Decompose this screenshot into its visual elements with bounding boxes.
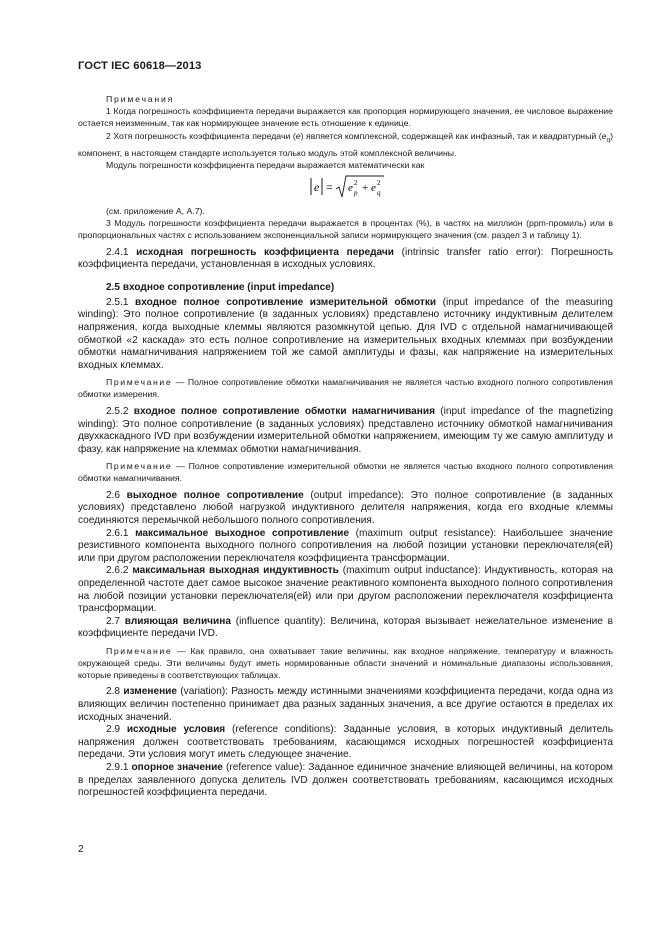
clause-2-6: 2.6 выходное полное сопротивление (output impedance): Это полное сопротивление (в заданных условиях) представлено любой нагрузкой индуктивного делителя напряжения, когда его входные клеммы соединяются перемычкой небольшого полного сопротивления.: [78, 489, 613, 527]
clause-2-6-2: 2.6.2 максимальная выходная индуктивность (maximum output inductance): Индуктивность, которая на определенной частоте дает самое высокое значение реактивного компонента выходного полного сопротивления на любой позиции установки переключателя(ей) или при другом расположении переключателя коэффициента трансформации.: [78, 565, 614, 615]
see-annex: (см. приложение А, А.7).: [106, 205, 205, 216]
note-2-5-1: Примечание — Полное сопротивление обмотки намагничивания не является частью входного полного сопротивления обмотки измерения.: [78, 377, 613, 400]
clause-2-9-1: 2.9.1 опорное значение (reference value): Заданное единичное значение влияющей величины, на котором в пределах заявленного допуска делитель IVD должен соответствовать требованиям, касающимся исходных погрешностей коэффициента передачи.: [78, 761, 613, 799]
section-2-5-heading: 2.5 входное сопротивление (input impedance): [106, 281, 335, 293]
formula-lhs: e: [314, 179, 320, 194]
formula-graphic: [278, 174, 418, 200]
formula-sup-q: 2: [377, 178, 381, 187]
formula-ep: e: [348, 181, 353, 194]
formula-eq: e: [371, 181, 376, 194]
note-2-5-2: Примечание — Полное сопротивление измерительной обмотки не является частью входного полного сопротивления обмотки намагничивания.: [78, 461, 613, 484]
document-header: ГОСТ IEC 60618—2013: [78, 60, 202, 72]
clause-2-7: 2.7 влияющая величина (influence quantity): Величина, которая вызывает нежелательное изменение в коэффициенте передачи IVD.: [78, 615, 613, 640]
formula-sup-p: 2: [354, 178, 358, 187]
clause-2-9: 2.9 исходные условия (reference conditions): Заданные условия, в которых индуктивный делитель напряжения должен соответствовать требованиям, касающимся исходных погрешностей коэффициента передачи. Эти условия могут иметь следующее значение.: [78, 724, 614, 761]
notes-heading: Примечания: [106, 94, 175, 104]
clause-2-8: 2.8 изменение (variation): Разность между истинными значениями коэффициента передачи, когда одна из влияющих величин постепенно принимает два разных заданных значения, а все другие остаются в пределах их исходных значений.: [78, 686, 613, 723]
clause-2-6-1: 2.6.1 максимальное выходное сопротивление (maximum output resistance): Наибольшее значение резистивного компонента выходного полного сопротивления на любой позиции установки переключателя(ей) или при другом расположении переключателя коэффициента трансформации.: [78, 527, 613, 564]
note-3: 3 Модуль погрешности коэффициента передачи выражается в процентах (%), в частях на миллион (ppm-промиль) или в пропорциональных частях с использованием экспоненциальной записи нормирующего значения (см. раздел 3 и таблицу 1).: [78, 218, 613, 241]
note-2-7: Примечание — Как правило, она охватывает такие величины, как входное напряжение, температуру и влажность окружающей среды. Эти величины будут иметь нормированные области значений и номинальные диапазоны использования, которые приведены в соответствующих таблицах.: [78, 646, 613, 680]
clause-2-5-1: 2.5.1 входное полное сопротивление измерительной обмотки (input impedance of the measuring winding): Это полное сопротивление (в заданных условиях) представлено источнику индуктивным делителем напряжения, когда выходные клеммы являются разомкнутой цепью. Для IVD с отдельной намагничивающей обмоткой «2 каскада» это есть полное сопротивление на измерительных входных клеммах при возбуждении обмотки намагничивания напряжением той же самой амплитуды и фазы, как напряжение на измерительных входных клеммах.: [78, 296, 614, 371]
modulus-intro: Модуль погрешности коэффициента передачи выражается математически как: [106, 159, 425, 170]
page-content: [78, 93, 613, 800]
formula-equals: =: [326, 179, 333, 194]
page-number: 2: [78, 843, 84, 855]
modulus-formula: [78, 174, 613, 200]
formula-plus: +: [362, 181, 369, 194]
clause-2-4-1: 2.4.1 исходная погрешность коэффициента передачи (intrinsic transfer ratio error): Погрешность коэффициента передачи, установленная в исходных условиях.: [78, 246, 613, 271]
formula-sub-p: p: [354, 188, 358, 197]
note-1: 1 Когда погрешность коэффициента передачи выражается как пропорция нормирующего значения, ее числовое выражение остается неизменным, так как нормирующее значение есть отношение к единице.: [78, 106, 613, 129]
notes-block: [78, 93, 613, 242]
formula-sub-q: q: [377, 188, 381, 197]
note-2: 2 Хотя погрешность коэффициента передачи (е) является комплексной, содержащей как инфазный, так и квадратурный $(е_q)$ компонент, в настоящем стандарте используется только модуль этой комплексной величины.: [78, 130, 613, 158]
clause-2-5-2: 2.5.2 входное полное сопротивление обмотки намагничивания (input impedance of the magnetizing winding): Это полное сопротивление (в заданных условиях) представлено источнику обмоткой намагничивания двухкаскадного IVD при возбуждении измерительной обмотки напряжением, имеющим ту же самую амплитуду и фазу, как напряжение на клеммах обмотки намагничивания.: [78, 405, 613, 455]
